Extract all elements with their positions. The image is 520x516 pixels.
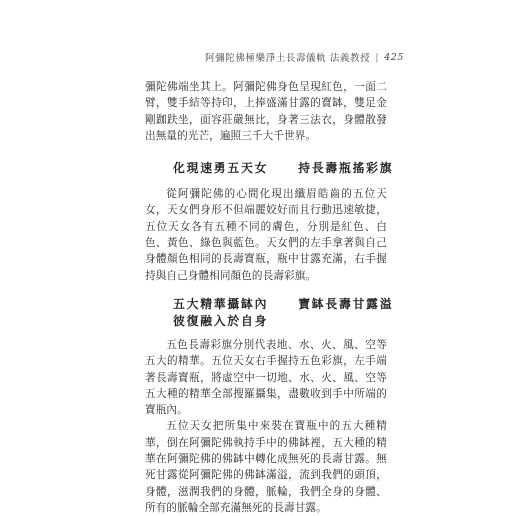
running-header [205, 50, 404, 64]
header-title: 阿彌陀佛極樂淨土長壽儀軌 法義教授 [205, 53, 371, 64]
section-heading-1-left: 化現速勇五天女 [173, 161, 269, 176]
paragraph-4: 五位天女把所集中來裝在寶瓶中的五大種精華，倒在阿彌陀佛執持手中的佛缽裡，五大種的精華在阿彌陀佛的佛缽中轉化成無死的長壽甘露。無死甘露從阿彌陀佛的佛缽滿溢，流到我們的頭頂，身體，滋潤我們的身體，脈輪，我們全身的身體、所有的脈輪全部充滿無死的長壽甘露。 [145, 420, 387, 514]
paragraph-2: 從阿彌陀佛的心間化現出纖眉皓齒的五位天女，天女們身形不但端麗姣好而且行動迅速敏捷，五位天女各有五種不同的膚色，分別是紅色、白色、黃色、綠色與藍色。天女們的左手拿著與自己身體顏色相同的長壽寶瓶，瓶中甘露充滿，右手握持與自己身體相同顏色的長壽彩旗。 [145, 188, 387, 282]
section-heading-2-right: 寶缽長壽甘露溢 [298, 296, 394, 311]
body-text [145, 79, 394, 516]
section-heading-1-right: 持長壽瓶搖彩旗 [298, 161, 394, 176]
section-heading-1 [145, 160, 394, 177]
page-number: 425 [384, 51, 404, 63]
paragraph-1: 彌陀佛端坐其上。阿彌陀佛身色呈現紅色，一面二臂，雙手結等持印，上捧盛滿甘露的寶缽，雙足金剛跏趺坐，面容莊嚴無比，身著三法衣，身體散發出無量的光芒，遍照三千大千世界。 [145, 81, 387, 142]
paragraph-3: 五色長壽彩旗分別代表地、水、火、風、空等五大的精華。五位天女右手握持五色彩旗，左手端著長壽寶瓶，將虛空中一切地、水、火、風、空等五大種的精華全部搜羅攝集，盡數收到手中所端的寶瓶內。 [145, 338, 387, 417]
section-heading-2-left: 五大精華攝缽內 [173, 296, 269, 311]
section-heading-2 [145, 296, 394, 313]
header-separator: | [375, 51, 380, 63]
section-heading-3: 彼復融入於自身 [173, 313, 269, 328]
